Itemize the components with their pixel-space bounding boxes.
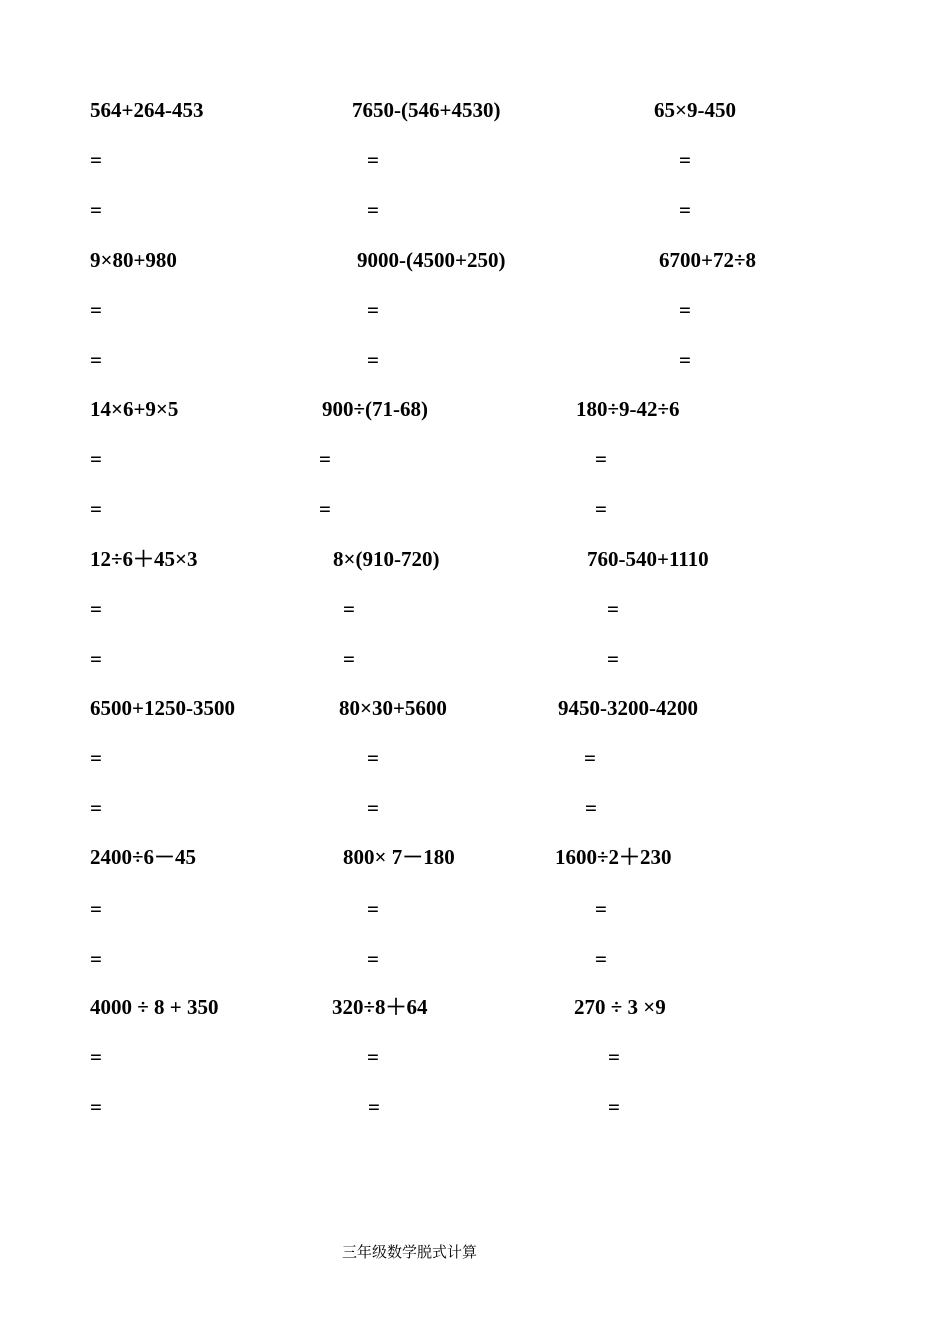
problem-expression: 564+264-453 (90, 98, 204, 122)
equals-line-1: = (367, 298, 379, 322)
equals-line-2: = (368, 1095, 380, 1119)
problem-expression: 320÷8＋64 (332, 995, 428, 1019)
equals-line-1: = (367, 148, 379, 172)
equals-line-1: = (608, 1045, 620, 1069)
equals-line-2: = (585, 796, 597, 820)
problem-expression: 12÷6＋45×3 (90, 547, 198, 571)
problem-expression: 6500+1250-3500 (90, 696, 235, 720)
equals-line-1: = (607, 597, 619, 621)
equals-line-2: = (90, 947, 102, 971)
equals-line-2: = (679, 348, 691, 372)
equals-line-1: = (90, 447, 102, 471)
equals-line-2: = (595, 497, 607, 521)
equals-line-1: = (90, 1045, 102, 1069)
equals-line-2: = (607, 647, 619, 671)
equals-line-1: = (584, 746, 596, 770)
equals-line-1: = (90, 148, 102, 172)
problem-expression: 80×30+5600 (339, 696, 447, 720)
problem-expression: 6700+72÷8 (659, 248, 756, 272)
equals-line-1: = (595, 447, 607, 471)
equals-line-2: = (90, 497, 102, 521)
problem-expression: 900÷(71-68) (322, 397, 429, 421)
equals-line-2: = (343, 647, 355, 671)
equals-line-2: = (90, 647, 102, 671)
problem-expression: 8×(910-720) (333, 547, 440, 571)
equals-line-2: = (367, 796, 379, 820)
problem-expression: 180÷9-42÷6 (576, 397, 680, 421)
equals-line-2: = (90, 198, 102, 222)
equals-line-2: = (608, 1095, 620, 1119)
equals-line-2: = (595, 947, 607, 971)
equals-line-1: = (90, 597, 102, 621)
equals-line-1: = (595, 897, 607, 921)
problem-expression: 4000 ÷ 8 + 350 (90, 995, 219, 1019)
problem-expression: 1600÷2＋230 (555, 845, 672, 869)
equals-line-2: = (679, 198, 691, 222)
equals-line-2: = (367, 947, 379, 971)
equals-line-1: = (367, 746, 379, 770)
problem-expression: 2400÷6－45 (90, 845, 197, 869)
equals-line-1: = (367, 1045, 379, 1069)
problem-expression: 9×80+980 (90, 248, 177, 272)
problem-expression: 270 ÷ 3 ×9 (574, 995, 666, 1019)
problem-expression: 65×9-450 (654, 98, 736, 122)
equals-line-2: = (90, 348, 102, 372)
equals-line-1: = (90, 298, 102, 322)
equals-line-2: = (367, 198, 379, 222)
equals-line-1: = (367, 897, 379, 921)
equals-line-2: = (90, 796, 102, 820)
problem-expression: 7650-(546+4530) (352, 98, 501, 122)
equals-line-1: = (679, 148, 691, 172)
equals-line-2: = (367, 348, 379, 372)
equals-line-1: = (90, 897, 102, 921)
equals-line-1: = (319, 447, 331, 471)
page-footer: 三年级数学脱式计算 (342, 1243, 478, 1261)
problem-expression: 9000-(4500+250) (357, 248, 506, 272)
equals-line-1: = (90, 746, 102, 770)
equals-line-2: = (90, 1095, 102, 1119)
problem-expression: 800× 7－180 (343, 845, 455, 869)
equals-line-1: = (679, 298, 691, 322)
problem-expression: 760-540+1110 (587, 547, 709, 571)
equals-line-2: = (319, 497, 331, 521)
problem-expression: 14×6+9×5 (90, 397, 179, 421)
problem-expression: 9450-3200-4200 (558, 696, 698, 720)
equals-line-1: = (343, 597, 355, 621)
